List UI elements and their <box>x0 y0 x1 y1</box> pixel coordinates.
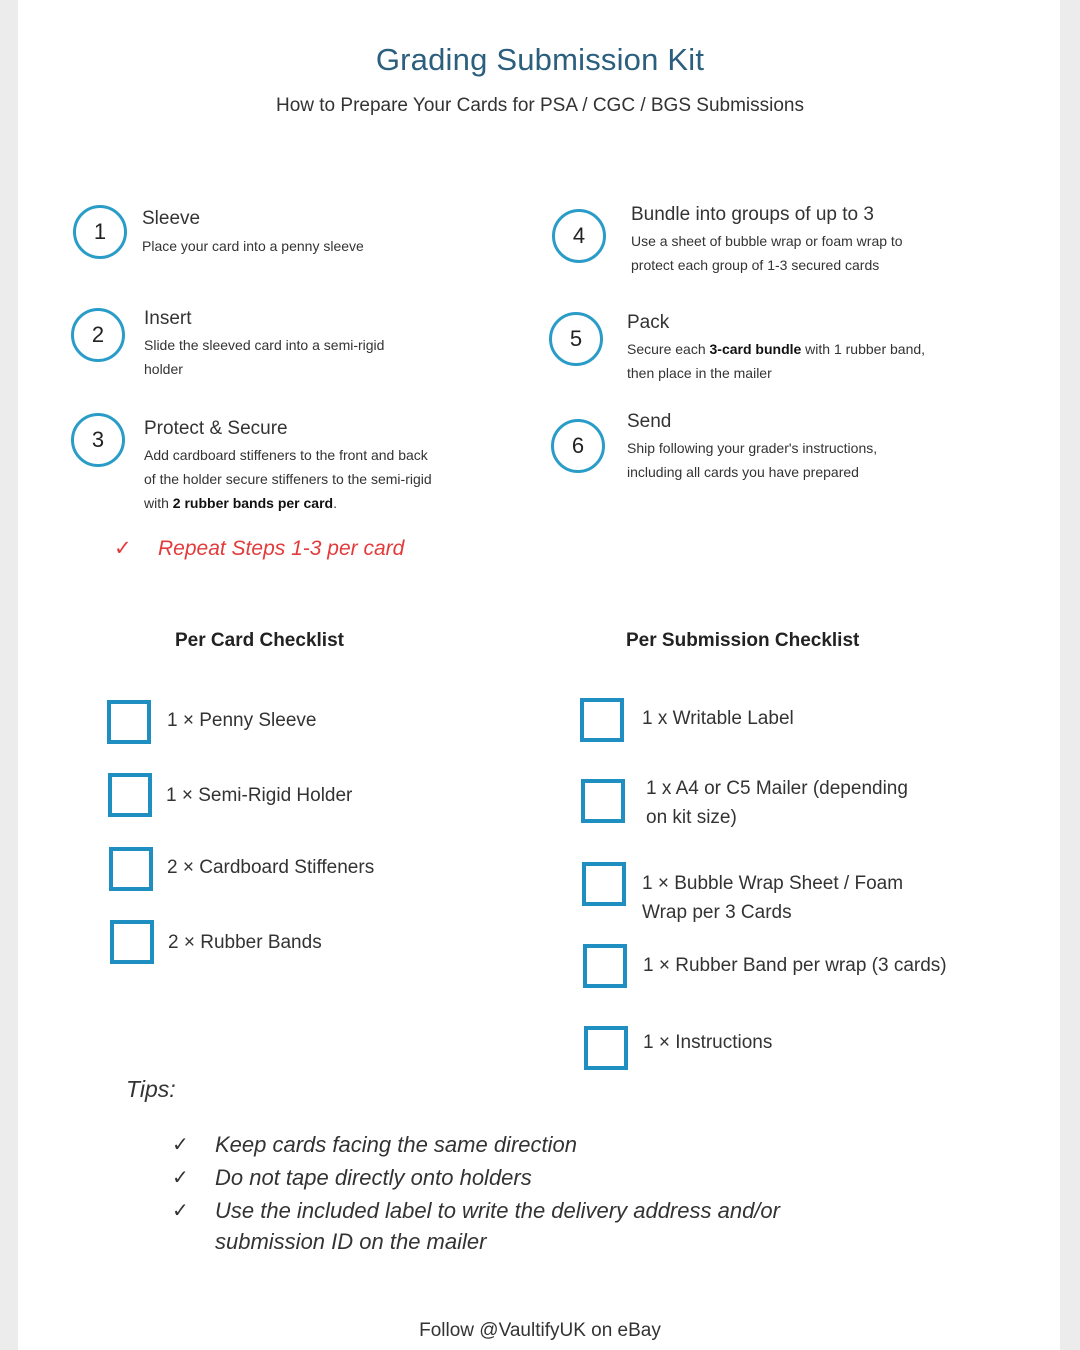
step-4-title: Bundle into groups of up to 3 <box>631 204 874 225</box>
step-5-desc-end: with 1 rubber band, <box>801 341 926 357</box>
per-card-checkbox-4[interactable] <box>110 920 154 964</box>
tip-3-check-icon: ✓ <box>172 1200 189 1222</box>
per-submission-checklist-title: Per Submission Checklist <box>626 630 860 651</box>
repeat-note <box>114 536 404 561</box>
step-1-number: 1 <box>73 205 127 259</box>
per-submission-item-4 <box>643 951 1023 980</box>
step-2-desc-line-1: Slide the sleeved card into a semi-rigid <box>144 337 385 353</box>
step-5-title: Pack <box>627 312 670 333</box>
per-submission-checkbox-5[interactable] <box>584 1026 628 1070</box>
per-card-item-2: 1 × Semi-Rigid Holder <box>166 785 353 806</box>
tip-3-line-2: submission ID on the mailer <box>215 1229 487 1254</box>
per-card-item-4: 2 × Rubber Bands <box>168 932 322 953</box>
per-card-item-3: 2 × Cardboard Stiffeners <box>167 857 375 878</box>
step-3-number: 3 <box>71 413 125 467</box>
page-subtitle: How to Prepare Your Cards for PSA / CGC / BGS Submissions <box>275 95 804 116</box>
per-submission-checkbox-1[interactable] <box>580 698 624 742</box>
step-4-desc <box>631 229 1011 277</box>
per-submission-item-2-line-1: 1 x A4 or C5 Mailer (depending <box>646 778 908 799</box>
step-5-desc-line-1 <box>627 337 1027 361</box>
tip-2-check-icon: ✓ <box>172 1167 189 1189</box>
per-submission-item-3-line-2: Wrap per 3 Cards <box>642 902 792 923</box>
tip-1-check-icon: ✓ <box>172 1134 189 1156</box>
per-submission-checkbox-4[interactable] <box>583 944 627 988</box>
step-3-desc-line-1: Add cardboard stiffeners to the front and back <box>144 447 428 463</box>
step-2-title: Insert <box>144 308 192 329</box>
per-card-checkbox-3[interactable] <box>109 847 153 891</box>
per-card-item-1: 1 × Penny Sleeve <box>167 710 317 731</box>
repeat-note-text: Repeat Steps 1-3 per card <box>158 537 405 560</box>
step-2-number: 2 <box>71 308 125 362</box>
step-1-title: Sleeve <box>142 208 201 229</box>
step-5-desc <box>627 337 1027 385</box>
step-5-desc-bold: 3-card bundle <box>709 341 802 357</box>
step-3-title: Protect & Secure <box>144 418 288 439</box>
per-submission-item-4-line-1: 1 × Rubber Band per wrap (3 cards) <box>643 955 947 976</box>
step-2-desc <box>144 333 484 381</box>
per-card-checkbox-1[interactable] <box>107 700 151 744</box>
step-4-number: 4 <box>552 209 606 263</box>
step-5-number: 5 <box>549 312 603 366</box>
tip-1-line-1: Keep cards facing the same direction <box>215 1132 577 1157</box>
page-title: Grading Submission Kit <box>375 42 705 77</box>
step-5-desc-plain: Secure each <box>627 341 710 357</box>
step-6-number: 6 <box>551 419 605 473</box>
tip-3-line-1: Use the included label to write the delivery address and/or <box>215 1198 780 1223</box>
step-5-desc-line-2: then place in the mailer <box>627 365 772 381</box>
step-3-desc-line-2: of the holder secure stiffeners to the semi-rigid <box>144 471 432 487</box>
step-3-desc-bold: 2 rubber bands per card <box>172 495 334 511</box>
step-6-title: Send <box>627 411 672 432</box>
step-1-desc-line-1: Place your card into a penny sleeve <box>142 238 364 254</box>
step-1-desc <box>142 234 472 258</box>
step-6-desc <box>627 436 1007 484</box>
step-6-desc-line-2: including all cards you have prepared <box>627 464 859 480</box>
tip-1 <box>215 1129 577 1160</box>
tip-2 <box>215 1162 532 1193</box>
per-submission-checkbox-3[interactable] <box>582 862 626 906</box>
per-submission-item-2 <box>646 774 986 832</box>
step-3-desc-plain: with <box>144 495 173 511</box>
step-3-desc-end: . <box>333 495 337 511</box>
tip-2-line-1: Do not tape directly onto holders <box>215 1165 532 1190</box>
per-card-checklist-title: Per Card Checklist <box>175 630 344 651</box>
step-6-desc-line-1: Ship following your grader's instructions, <box>627 440 878 456</box>
step-4-desc-line-2: protect each group of 1-3 secured cards <box>631 257 880 273</box>
check-icon: ✓ <box>114 537 132 560</box>
step-2-desc-line-2: holder <box>144 361 183 377</box>
per-card-checkbox-2[interactable] <box>108 773 152 817</box>
tips-title: Tips: <box>126 1076 176 1102</box>
step-3-desc-line-3 <box>144 491 524 515</box>
footer-follow-link[interactable]: Follow @VaultifyUK on eBay <box>419 1320 661 1341</box>
per-submission-item-3-line-1: 1 × Bubble Wrap Sheet / Foam <box>642 873 904 894</box>
per-submission-item-5-line-1: 1 × Instructions <box>643 1032 773 1053</box>
step-3-desc <box>144 443 524 515</box>
tip-3 <box>215 1195 975 1257</box>
per-submission-checkbox-2[interactable] <box>581 779 625 823</box>
per-submission-item-1-line-1: 1 x Writable Label <box>642 708 794 729</box>
per-submission-item-3 <box>642 869 982 927</box>
per-submission-item-2-line-2: on kit size) <box>646 807 737 828</box>
step-4-desc-line-1: Use a sheet of bubble wrap or foam wrap to <box>631 233 903 249</box>
per-submission-item-5 <box>643 1028 1003 1057</box>
per-submission-item-1 <box>642 704 1002 733</box>
